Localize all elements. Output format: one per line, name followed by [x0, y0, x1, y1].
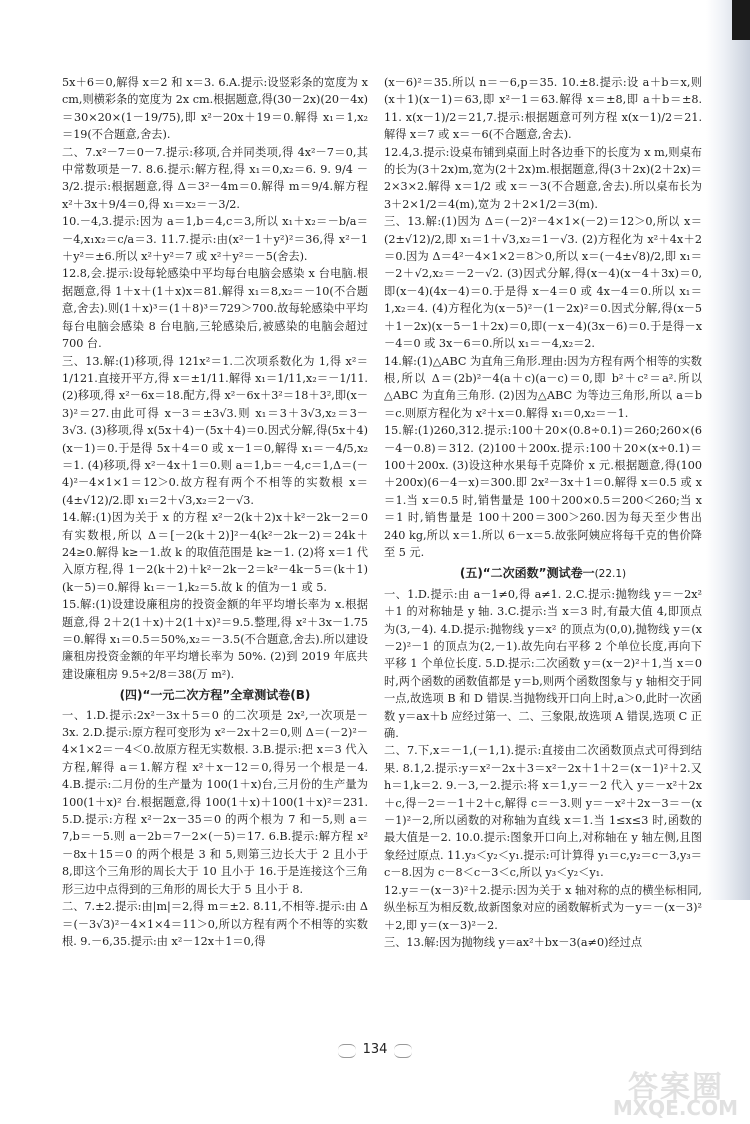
section-heading — [62, 687, 368, 704]
paragraph: 三、13.解:因为抛物线 y＝ax²＋bx－3(a≠0)经过点 — [384, 935, 643, 949]
binding-shadow — [706, 0, 750, 900]
paragraph: 12.8,会.提示:设每轮感染中平均每台电脑会感染 x 台电脑.根据题意,得 1＋x＋(1＋x)x＝81.解得 x₁＝8,x₂＝－10(不合题意,舍去).则(1＋x)³＝(1＋8)³＝729＞700.故每轮感染中平均每台电脑会感染 8 台电脑,三轮感染后,被感染的电脑会超过 700 台. — [62, 267, 368, 351]
section-heading — [384, 565, 702, 583]
paragraph: 二、7.±2.提示:由|m|＝2,得 m＝±2. 8.11,不相等.提示:由 Δ＝(－3√3)²－4×1×4＝11＞0,所以方程有两个不相等的实数根. 9.－6,35.提示:由 x²－12x＋1＝0,得 — [62, 900, 368, 948]
corner-mark — [732, 0, 750, 40]
paragraph: 二、7.下,x＝－1,(－1,1).提示:直接由二次函数顶点式可得到结果. 8.1,2.提示:y＝x²－2x＋3＝x²－2x＋1＋2＝(x－1)²＋2.又 h＝1,k＝2. 9.－3,－2.提示:将 x＝1,y＝－2 代入 y＝－x²＋2x＋c,得－2＝－1＋2＋c,解得 c＝－3.则 y＝－x²＋2x－3＝－(x－1)²－2,所以函数的对称轴为直线 x＝1.当 1≤x≤3 时,函数的最大值是－2. 10.0.提示:图象开口向上,对称轴在 y 轴左侧,且图象经过原点. 11.y₃＜y₂＜y₁.提示:可计算得 y₁＝c,y₂＝c－3,y₃＝c－8.因为 c－8＜c－3＜c,所以 y₃＜y₂＜y₁. — [384, 744, 702, 880]
paragraph: 15.解:(1)260,312.提示:100＋20×(0.8÷0.1)＝260;260×(6－4－0.8)＝312. (2)100＋200x.提示:100＋20×(x÷0.1)＝100＋200x. (3)设这种水果每千克降价 x 元.根据题意,得(100＋200x)(6－4－x)＝300.即 2x²－3x＋1＝0.解得 x＝0.5 或 x＝1.当 x＝0.5 时,销售量是 100＋200×0.5＝200＜260;当 x＝1 时,销售量是 100＋200＝300＞260.因为每天至少售出 240 kg,所以 x＝1.所以 6－x＝5.故张阿姨应将每千克的售价降至 5 元. — [384, 424, 702, 559]
paragraph: 12.4,3.提示:设桌布铺到桌面上时各边垂下的长度为 x m,则桌布的长为(3＋2x)m,宽为(2＋2x)m.根据题意,得(3＋2x)(2＋2x)＝2×3×2.解得 x＝1/2 或 x＝－3(不合题意,舍去).所以桌布长为 3＋2×1/2＝4(m),宽为 2＋2×1/2＝3(m). — [384, 145, 702, 211]
watermark-logo — [584, 1062, 744, 1118]
section-title: (四)“一元二次方程”全章测试卷(B) — [119, 688, 311, 703]
watermark-text: 答案圈 — [628, 1070, 724, 1105]
left-column — [62, 74, 368, 950]
paragraph: 5x＋6＝0,解得 x＝2 和 x＝3. 6.A.提示:设竖彩条的宽度为 x cm,则横彩条的宽度为 2x cm.根据题意,得(30－2x)(20－4x)＝30×20×(1－19/75),即 x²－20x＋19＝0.解得 x₁＝1,x₂＝19(不合题意,舍去). — [62, 76, 368, 142]
paragraph: 二、7.x²－7＝0－7.提示:移项,合并同类项,得 4x²－7＝0,其中常数项是－7. 8.6.提示:解方程,得 x₁＝0,x₂＝6. 9. 9/4 －3/2.提示:根据题意,得 Δ＝3²－4m＝0.解得 m＝9/4.解方程 x²＋3x＋9/4＝0,得 x₁＝x₂＝－3/2. — [62, 145, 368, 211]
section-ref: (22.1) — [594, 568, 627, 581]
ornament-left-icon — [338, 1044, 356, 1058]
paragraph: 14.解:(1)因为关于 x 的方程 x²－2(k＋2)x＋k²－2k－2＝0 有实数根,所以 Δ＝[－2(k＋2)]²－4(k²－2k－2)＝24k＋24≥0.解得 k≥－1.故 k 的取值范围是 k≥－1. (2)将 x＝1 代入原方程,得 1－2(k＋2)＋k²－2k－2＝k²－4k－5＝(k＋1)(k－5)＝0.解得 k₁＝－1,k₂＝5.故 k 的值为－1 或 5. — [62, 511, 368, 594]
paragraph: 12.y＝－(x－3)²＋2.提示:因为关于 x 轴对称的点的横坐标相同,纵坐标互为相反数,故新图象对应的函数解析式为－y＝－(x－3)²＋2,即 y＝(x－3)²－2. — [384, 883, 702, 932]
watermark-url: MXQE.COM — [612, 1096, 738, 1120]
page-number-text: 134 — [362, 1042, 388, 1057]
paragraph: 三、13.解:(1)因为 Δ＝(－2)²－4×1×(－2)＝12＞0,所以 x＝(2±√12)/2,即 x₁＝1＋√3,x₂＝1－√3. (2)方程化为 x²＋4x＋2＝0.因为 Δ＝4²－4×1×2＝8＞0,所以 x＝(－4±√8)/2,即 x₁＝－2＋√2,x₂＝－2－√2. (3)因式分解,得(x－4)(x－4＋3x)＝0,即(x－4)(4x－4)＝0.于是得 x－4＝0 或 4x－4＝0.所以 x₁＝1,x₂＝4. (4)方程化为(x－5)²－(1－2x)²＝0.因式分解,得(x－5＋1－2x)(x－5－1＋2x)＝0,即(－x－4)(3x－6)＝0.于是得－x－4＝0 或 3x－6＝0.所以 x₁＝－4,x₂＝2. — [384, 215, 702, 351]
paragraph: 一、1.D.提示:由 a－1≠0,得 a≠1. 2.C.提示:抛物线 y＝－2x²＋1 的对称轴是 y 轴. 3.C.提示:当 x＝3 时,有最大值 4,即顶点为(3,－4). 4.D.提示:抛物线 y＝x² 的顶点为(0,0),抛物线 y＝(x－2)²－1 的顶点为(2,－1).故先向右平移 2 个单位长度,再向下平移 1 个单位长度. 5.D.提示:二次函数 y＝(x－2)²＋1,当 x＝0 时,两个函数的函数值都是 y＝b,则两个函数图象与 y 轴相交于同一点,故选项 B 和 D 错误.当抛物线开口向上时,a＞0,此时一次函数 y＝ax＋b 应经过第一、二、三象限,故选项 A 错误,选项 C 正确. — [384, 587, 702, 741]
paragraph: 一、1.D.提示:2x²－3x＋5＝0 的二次项是 2x²,一次项是－3x. 2.D.提示:原方程可变形为 x²－2x＋2＝0,则 Δ＝(－2)²－4×1×2＝－4＜0.故原方程无实数根. 3.B.提示:把 x＝3 代入方程,解得 a＝1.解方程 x²＋x－12＝0,得另一个根是－4. 4.B.提示:二月份的生产量为 100(1＋x)台,三月份的生产量为 100(1＋x)² 台.根据题意,得 100(1＋x)＋100(1＋x)²＝231. 5.D.提示:方程 x²－2x－35＝0 的两个根为 7 和－5,则 a＝7,b＝－5.则 a－2b＝7－2×(－5)＝17. 6.B.提示:解方程 x²－8x＋15＝0 的两个根是 3 和 5,则第三边长大于 2 且小于 8,即这个三角形的周长大于 10 且小于 16.于是连接这个三角形三边中点得到的三角形的周长大于 5 且小于 8. — [62, 708, 368, 896]
page-number — [342, 1034, 408, 1066]
section-title: (五)“二次函数”测试卷一 — [459, 566, 595, 581]
paragraph: (x－6)²＝35.所以 n＝－6,p＝35. 10.±8.提示:设 a＋b＝x,则(x＋1)(x－1)＝63,即 x²－1＝63.解得 x＝±8,即 a＋b＝±8. 11. x(x－1)/2＝21,7.提示:根据题意可列方程 x(x－1)/2＝21.解得 x＝7 或 x＝－6(不合题意,舍去). — [384, 76, 702, 142]
paragraph: 10.－4,3.提示:因为 a＝1,b＝4,c＝3,所以 x₁＋x₂＝－b/a＝－4,x₁x₂＝c/a＝3. 11.7.提示:由(x²－1＋y²)²＝36,得 x²－1＋y²＝±6.所以 x²＋y²＝7 或 x²＋y²＝－5(舍去). — [62, 215, 368, 264]
paragraph: 14.解:(1)△ABC 为直角三角形.理由:因为方程有两个相等的实数根,所以 Δ＝(2b)²－4(a＋c)(a－c)＝0,即 b²＋c²＝a².所以△ABC 为直角三角形. (2)因为△ABC 为等边三角形,所以 a＝b＝c.则原方程化为 x²＋x＝0.解得 x₁＝0,x₂＝－1. — [384, 354, 702, 420]
paragraph: 三、13.解:(1)移项,得 121x²＝1.二次项系数化为 1,得 x²＝1/121.直接开平方,得 x＝±1/11.解得 x₁＝1/11,x₂＝－1/11. (2)移项,得 x²－6x＝18.配方,得 x²－6x＋3²＝18＋3²,即(x－3)²＝27.由此可得 x－3＝±3√3.则 x₁＝3＋3√3,x₂＝3－3√3. (3)移项,得 x(5x＋4)－(5x＋4)＝0.因式分解,得(5x＋4)(x－1)＝0.于是得 5x＋4＝0 或 x－1＝0,解得 x₁＝－4/5,x₂＝1. (4)移项,得 x²－4x＋1＝0.则 a＝1,b＝－4,c＝1,Δ＝(－4)²－4×1×1＝12＞0.故方程有两个不相等的实数根 x＝(4±√12)/2.即 x₁＝2＋√3,x₂＝2－√3. — [62, 354, 368, 507]
paragraph: 15.解:(1)设建设廉租房的投资金额的年平均增长率为 x.根据题意,得 2＋2(1＋x)＋2(1＋x)²＝9.5.整理,得 x²＋3x－1.75＝0.解得 x₁＝0.5＝50%,x₂＝－3.5(不合题意,舍去).所以建设廉租房投资金额的年平均增长率为 50%. (2)到 2019 年底共建设廉租房 9.5÷2/8＝38(万 m²). — [62, 598, 368, 681]
ornament-right-icon — [394, 1044, 412, 1058]
right-column — [384, 74, 702, 951]
